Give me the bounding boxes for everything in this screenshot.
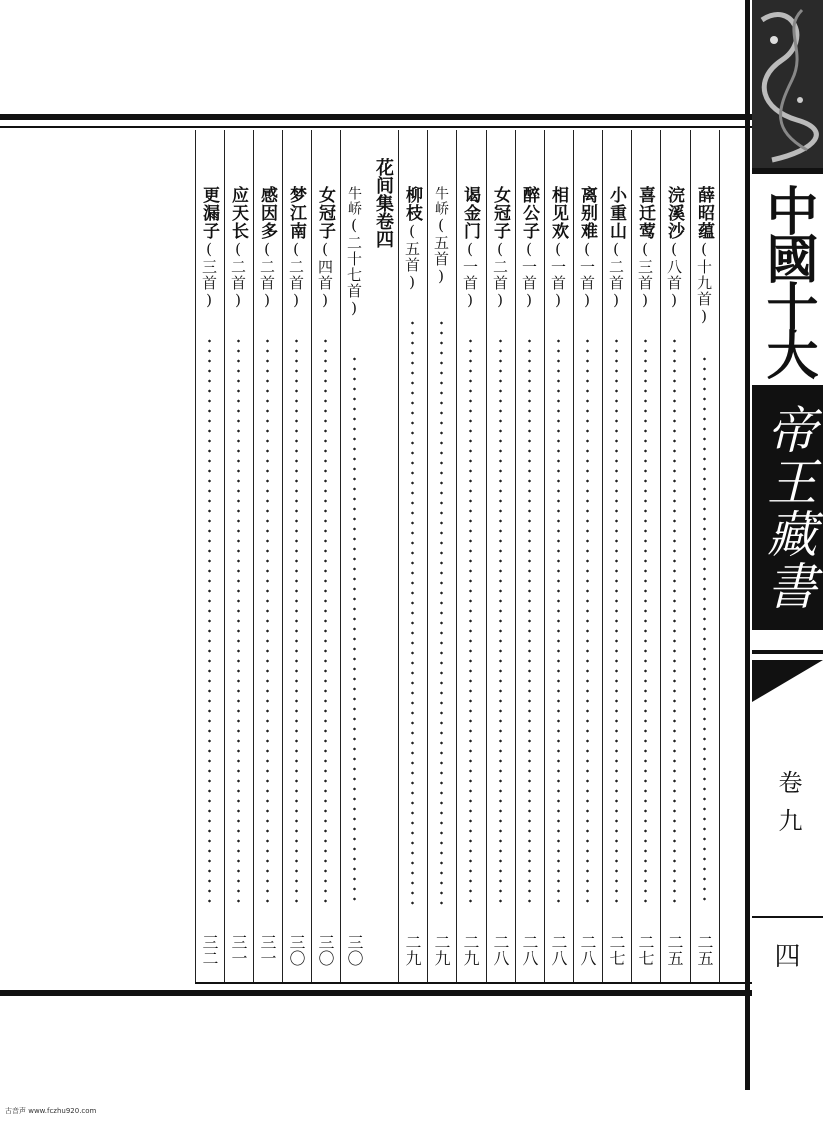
leader-dots xyxy=(208,336,211,906)
entry-count-note: (二首) xyxy=(258,240,276,310)
leader-dots xyxy=(557,336,560,906)
band-divider-2 xyxy=(752,650,823,654)
entry-count-note: (八首) xyxy=(665,240,683,310)
leader-dots xyxy=(295,336,298,906)
entry-title xyxy=(486,186,514,310)
leader-dots xyxy=(703,354,706,906)
entry-title xyxy=(631,186,659,310)
right-edge-rule xyxy=(745,0,750,1090)
top-rule-thin xyxy=(0,126,752,128)
entry-page-number: 二八 xyxy=(578,934,597,966)
entry-title-text: 小重山 xyxy=(606,186,626,240)
entry-page-number: 二八 xyxy=(491,934,510,966)
entry-count-note: (三首) xyxy=(200,240,218,310)
entry-page-number: 三〇 xyxy=(287,934,306,966)
entry-title-text: 相见欢 xyxy=(548,186,568,240)
entry-title-text: 薛昭蕴 xyxy=(694,186,714,240)
toc-entry xyxy=(427,186,455,966)
entry-title-text: 更漏子 xyxy=(199,186,219,240)
toc-entry xyxy=(486,186,514,966)
entry-page-number: 二八 xyxy=(549,934,568,966)
entry-title xyxy=(340,186,368,318)
entry-count-note: (四首) xyxy=(316,240,334,310)
entry-page-number: 二七 xyxy=(636,934,655,966)
toc-entry xyxy=(573,186,601,966)
toc-entry xyxy=(631,186,659,966)
entry-title xyxy=(427,186,455,286)
series-title: 中國十大 xyxy=(752,175,823,385)
entry-page-number: 二五 xyxy=(695,934,714,966)
bottom-rule-thick xyxy=(0,990,752,996)
entry-count-note: (二首) xyxy=(491,240,509,310)
brand-calligraphy: 帝王藏書 xyxy=(752,385,823,630)
entry-count-note: (一首) xyxy=(549,240,567,310)
entry-page-number: 二八 xyxy=(520,934,539,966)
leader-dots xyxy=(528,336,531,906)
entry-title xyxy=(282,186,310,310)
toc-entry xyxy=(340,186,368,966)
entry-title-text: 牛峤 xyxy=(433,186,449,216)
toc-entry xyxy=(282,186,310,966)
watermark-text: 古音声 www.fczhu920.com xyxy=(5,1107,97,1115)
toc-entry xyxy=(195,186,223,966)
entry-title-text: 感因多 xyxy=(257,186,277,240)
band-divider-3 xyxy=(752,916,823,918)
entry-title xyxy=(602,186,630,310)
entry-title xyxy=(456,186,484,310)
leader-dots xyxy=(673,336,676,906)
leader-dots xyxy=(499,336,502,906)
entry-title-text: 谒金门 xyxy=(460,186,480,240)
entry-page-number: 三二 xyxy=(200,934,219,966)
toc-entry xyxy=(660,186,688,966)
leader-dots xyxy=(324,336,327,906)
entry-title xyxy=(195,186,223,310)
toc-entry xyxy=(515,186,543,966)
top-rule-thick xyxy=(0,114,752,120)
toc-entry xyxy=(224,186,252,966)
volume-label: 卷九 xyxy=(774,770,802,846)
page-number: 四 xyxy=(774,942,801,972)
entry-page-number: 二九 xyxy=(403,934,422,966)
dragon-ornament-icon xyxy=(752,0,823,168)
toc-entry xyxy=(253,186,281,966)
bottom-rule-thin xyxy=(195,982,752,984)
entry-title xyxy=(690,186,718,326)
entry-page-number: 二七 xyxy=(607,934,626,966)
entry-count-note: (二首) xyxy=(607,240,625,310)
entry-page-number: 二五 xyxy=(665,934,684,966)
entry-title-text: 女冠子 xyxy=(490,186,510,240)
leader-dots xyxy=(586,336,589,906)
leader-dots xyxy=(353,354,356,906)
toc-entry xyxy=(602,186,630,966)
entry-title-text: 浣溪沙 xyxy=(664,186,684,240)
entry-page-number: 三一 xyxy=(258,934,277,966)
entry-title-text: 喜迁莺 xyxy=(635,186,655,240)
entry-title xyxy=(515,186,543,310)
entry-title-text: 离别难 xyxy=(577,186,597,240)
entry-page-number: 三〇 xyxy=(345,934,364,966)
band-wedge xyxy=(752,660,823,702)
entry-title xyxy=(224,186,252,310)
entry-count-note: (五首) xyxy=(403,222,421,292)
leader-dots xyxy=(411,318,414,906)
entry-count-note: (二首) xyxy=(229,240,247,310)
entry-count-note: (一首) xyxy=(520,240,538,310)
entry-count-note: (一首) xyxy=(578,240,596,310)
leader-dots xyxy=(440,318,443,906)
entry-title-text: 女冠子 xyxy=(315,186,335,240)
toc-entry xyxy=(311,186,339,966)
entry-title xyxy=(544,186,572,310)
entry-title-text: 梦江南 xyxy=(286,186,306,240)
entry-count-note: (三首) xyxy=(636,240,654,310)
column-separator xyxy=(719,130,720,982)
entry-count-note: (二首) xyxy=(287,240,305,310)
entry-title xyxy=(398,186,426,292)
entry-count-note: (十九首) xyxy=(695,240,713,326)
entry-title-text: 牛峤 xyxy=(346,186,362,216)
entry-page-number: 三〇 xyxy=(316,934,335,966)
decorative-art-panel xyxy=(752,0,823,168)
band-divider-1 xyxy=(752,168,823,174)
entry-title xyxy=(573,186,601,310)
toc-entry xyxy=(398,186,426,966)
toc-entry xyxy=(544,186,572,966)
entry-count-note: (二十七首) xyxy=(345,216,363,318)
entry-title-text: 醉公子 xyxy=(519,186,539,240)
entry-title xyxy=(311,186,339,310)
entry-title xyxy=(660,186,688,310)
entry-page-number: 二九 xyxy=(432,934,451,966)
leader-dots xyxy=(644,336,647,906)
entry-count-note: (一首) xyxy=(461,240,479,310)
section-heading: 花间集卷四 xyxy=(373,158,394,248)
leader-dots xyxy=(266,336,269,906)
entry-page-number: 二九 xyxy=(461,934,480,966)
entry-title xyxy=(253,186,281,310)
toc-entry xyxy=(690,186,718,966)
leader-dots xyxy=(615,336,618,906)
entry-title-text: 应天长 xyxy=(228,186,248,240)
toc-entry xyxy=(456,186,484,966)
entry-count-note: (五首) xyxy=(432,216,450,286)
entry-title-text: 柳枝 xyxy=(402,186,422,222)
leader-dots xyxy=(237,336,240,906)
leader-dots xyxy=(469,336,472,906)
entry-page-number: 三一 xyxy=(229,934,248,966)
